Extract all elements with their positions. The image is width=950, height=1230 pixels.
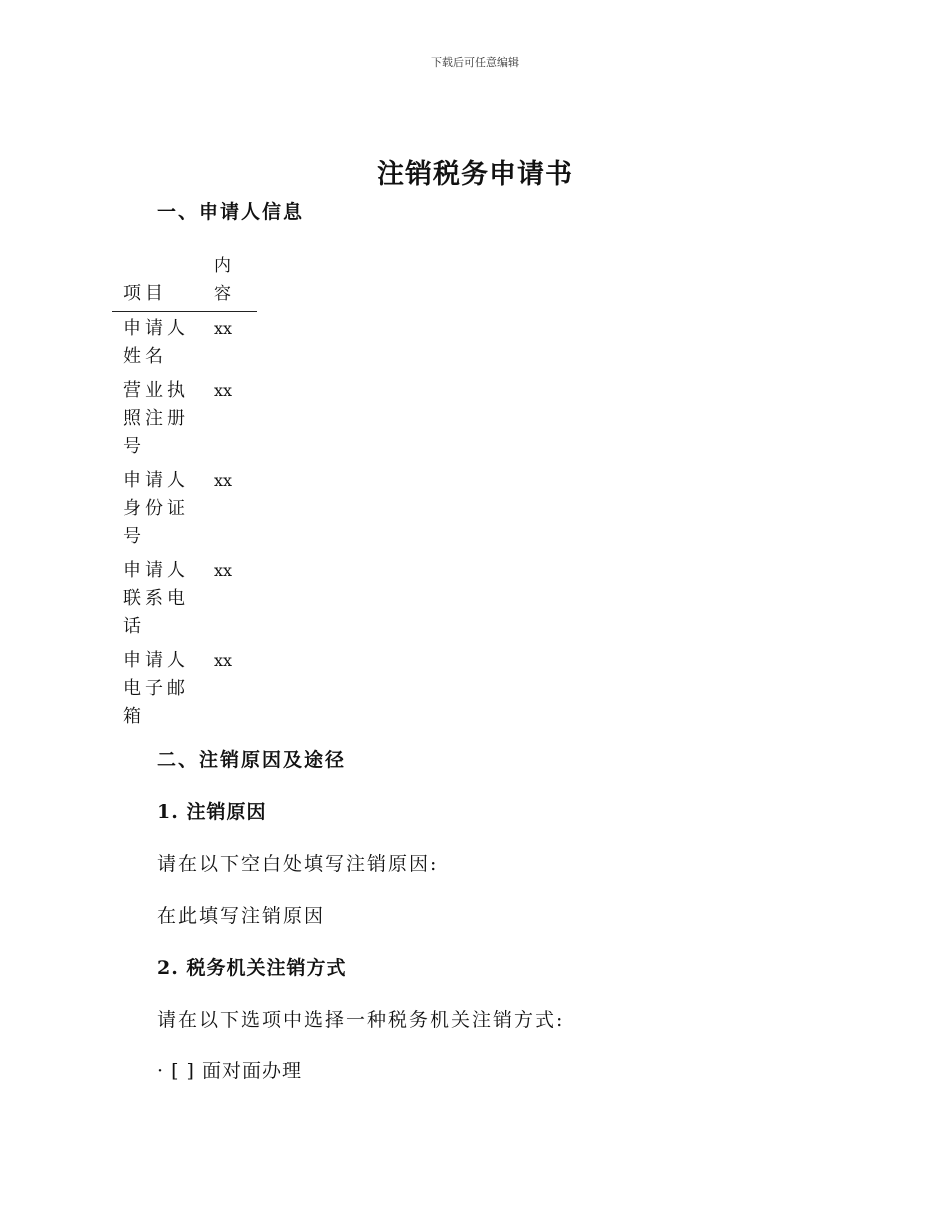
subheading-reason: 1. 注销原因 [157,801,267,823]
table-row [112,554,257,644]
table-header-item: 项目 [123,283,167,304]
table-header-row [112,252,257,312]
row-value: xx [214,471,233,490]
row-label: 申请人联系电话 [123,560,189,637]
applicant-info-table [112,252,257,734]
section-heading-applicant-info: 一、申请人信息 [157,201,305,223]
row-value: xx [214,319,233,338]
row-label: 申请人姓名 [123,318,189,367]
table-row [112,374,257,464]
reason-prompt: 请在以下空白处填写注销原因: [157,853,439,875]
row-label: 申请人电子邮箱 [123,650,189,727]
subheading-method: 2. 税务机关注销方式 [157,957,347,979]
row-label: 申请人身份证号 [123,470,189,547]
reason-placeholder: 在此填写注销原因 [157,905,326,927]
row-value: xx [214,561,233,580]
row-label: 营业执照注册号 [123,380,189,457]
table-row [112,644,257,734]
row-value: xx [214,381,233,400]
table-row [112,464,257,554]
table-header-content: 内容 [214,256,231,304]
method-prompt: 请在以下选项中选择一种税务机关注销方式: [157,1009,565,1031]
method-option-in-person: · [ ] 面对面办理 [157,1060,302,1082]
section-heading-reason-and-method: 二、注销原因及途径 [157,749,347,771]
document-title: 注销税务申请书 [377,159,573,190]
table-row [112,312,257,374]
row-value: xx [214,651,233,670]
page-header: 下载后可任意编辑 [431,56,519,69]
